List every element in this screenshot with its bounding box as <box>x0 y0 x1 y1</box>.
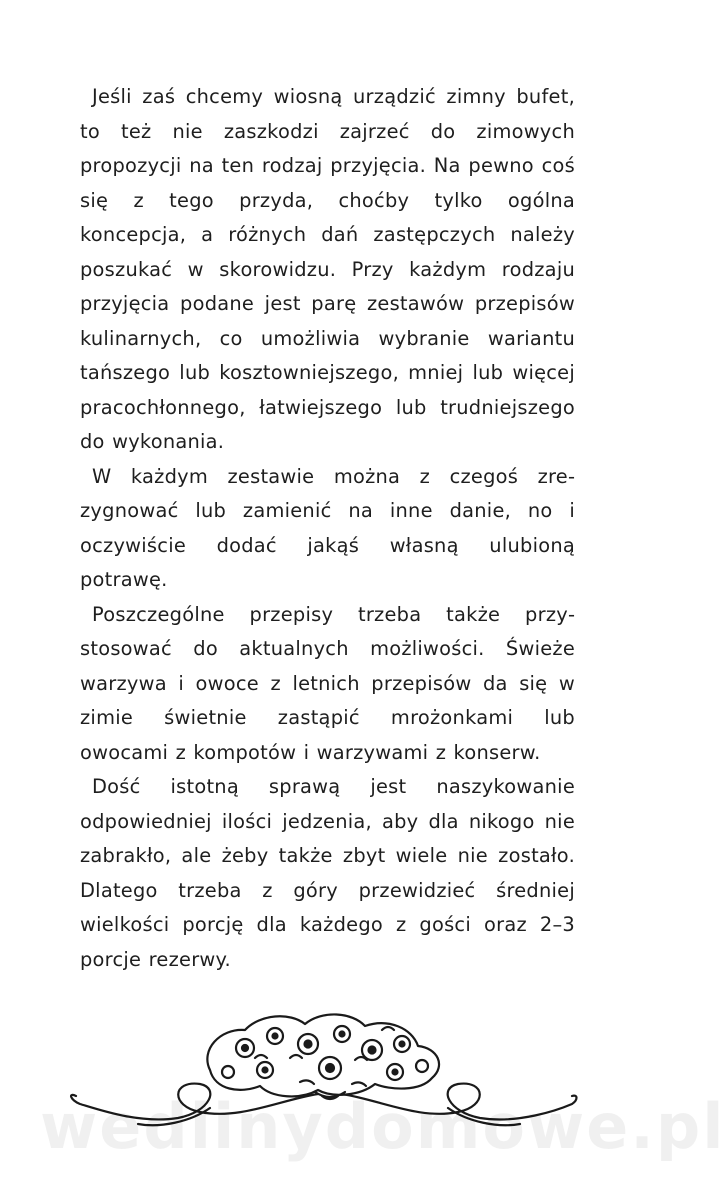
flower-bouquet-with-ribbon-icon <box>60 1000 580 1130</box>
watermark: wedlinydomowe.pl <box>40 1090 725 1163</box>
paragraph: W każdym zestawie można z czegoś zrezygnować lub zamienić na inne danie, no i oczywiście dodać jakąś własną ulubioną potrawę. <box>80 464 575 591</box>
paragraph: Poszczególne przepisy trzeba także przystosować do aktualnych możliwości. Świeże warzywa i owoce z letnich przepisów da się w zimie świetnie zastąpić mrożonkami lub owocami z kompotów i warzywami z konserw. <box>80 602 575 764</box>
paragraph: Dość istotną sprawą jest naszykowanie odpowiedniej ilości jedzenia, aby dla nikogo nie zabrakło, ale żeby także zbyt wiele nie zostało. Dlatego trzeba z góry przewidzieć średniej wielkości porcję dla każdego z gości oraz 2–3 porcje rezerwy. <box>80 775 575 971</box>
paragraph: Jeśli zaś chcemy wiosną urządzić zimny bufet, to też nie zaszkodzi zajrzeć do zimowych propozycji na ten rodzaj przyjęcia. Na pewno coś się z tego przyda, choćby tylko ogólna koncepcja, a różnych dań zastępczych należy poszukać w skorowidzu. Przy każdym rodzaju przyjęcia podane jest parę zestawów przepisów kulinarnych, co umożliwia wybranie wariantu tańszego lub kosztowniejszego, mniej lub więcej pracochłonnego, łatwiejszego lub trudniejszego do wykonania. <box>80 85 575 453</box>
body-text <box>80 80 575 977</box>
